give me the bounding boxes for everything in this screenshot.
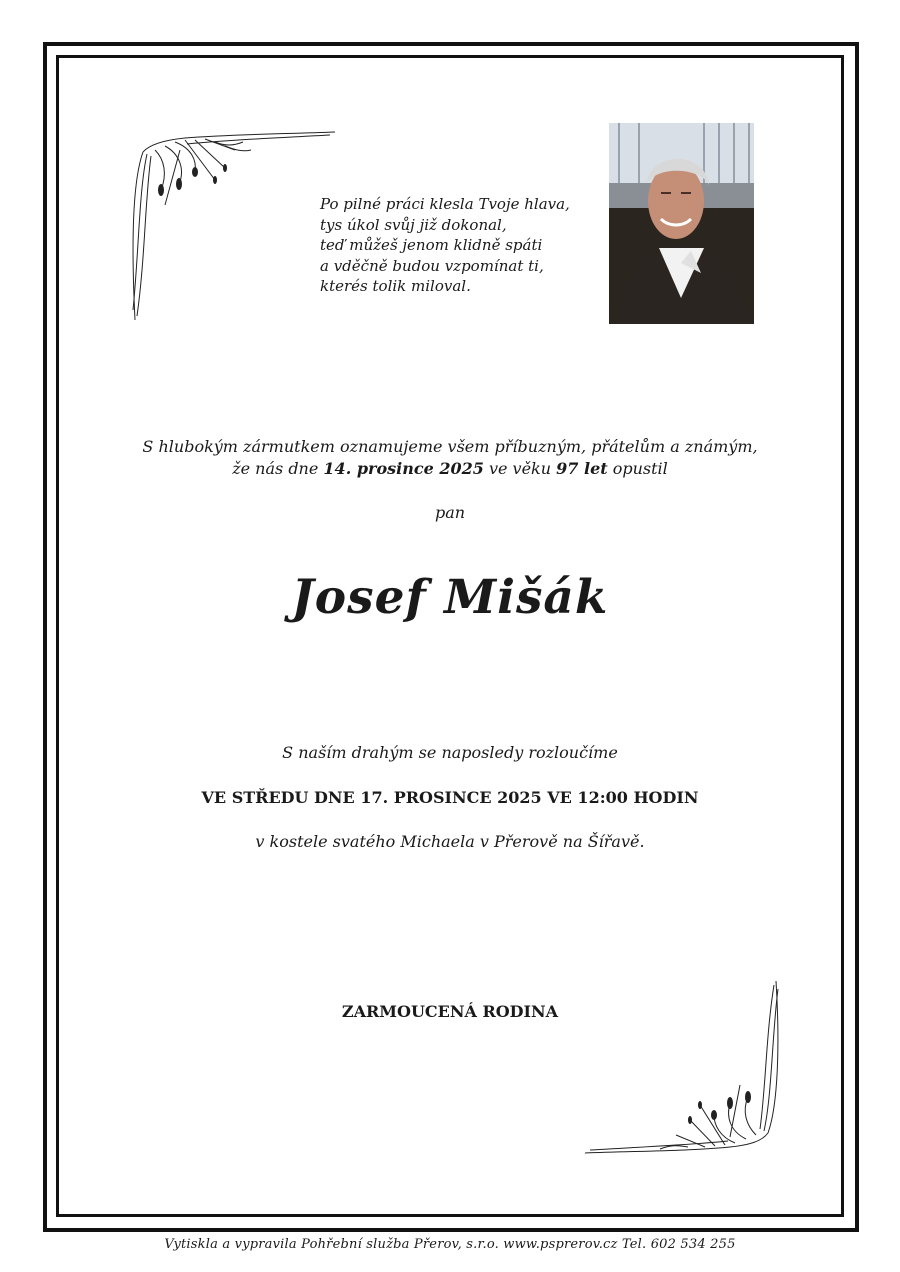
floral-ornament-bottom-right-icon — [580, 975, 785, 1165]
deceased-name: Josef Mišák — [291, 570, 609, 625]
poem-line: Po pilné práci klesla Tvoje hlava, — [320, 195, 570, 213]
poem-line: teď můžeš jenom klidně spáti — [320, 236, 543, 254]
date-of-death: 14. prosince 2025 — [323, 459, 484, 478]
poem-line: a vděčně budou vzpomínat ti, — [320, 256, 544, 275]
ceremony-location: v kostele svatého Michaela v Přerově na Šířavě. — [255, 832, 645, 851]
age-at-death: 97 let — [556, 459, 608, 478]
announcement-text: ve věku — [488, 459, 552, 478]
memorial-poem — [320, 194, 580, 297]
announcement-line-2 — [56, 458, 844, 480]
ceremony-date-time: VE STŘEDU DNE 17. PROSINCE 2025 VE 12:00 HODIN — [201, 788, 699, 807]
funeral-service-footer: Vytiskla a vypravila Pohřební služba Přerov, s.r.o. www.psprerov.cz Tel. 602 534 255 — [164, 1237, 736, 1252]
farewell-text: S naším drahým se naposledy rozloučíme — [282, 743, 618, 762]
announcement-text: že nás dne — [232, 459, 319, 478]
deceased-portrait-photo — [609, 123, 754, 324]
portrait-photo-icon — [609, 123, 754, 324]
announcement-line-1: S hlubokým zármutkem oznamujeme všem příbuzným, přátelům a známým, — [142, 437, 758, 456]
poem-line: tys úkol svůj již dokonal, — [320, 215, 507, 234]
poem-line: kterés tolik miloval. — [320, 277, 471, 295]
announcement-text: opustil — [612, 459, 668, 478]
honorific: pan — [434, 503, 466, 522]
death-announcement — [56, 436, 844, 480]
mourning-family-signature: ZARMOUCENÁ RODINA — [341, 1002, 559, 1021]
floral-ornament-top-left-icon — [125, 120, 340, 325]
